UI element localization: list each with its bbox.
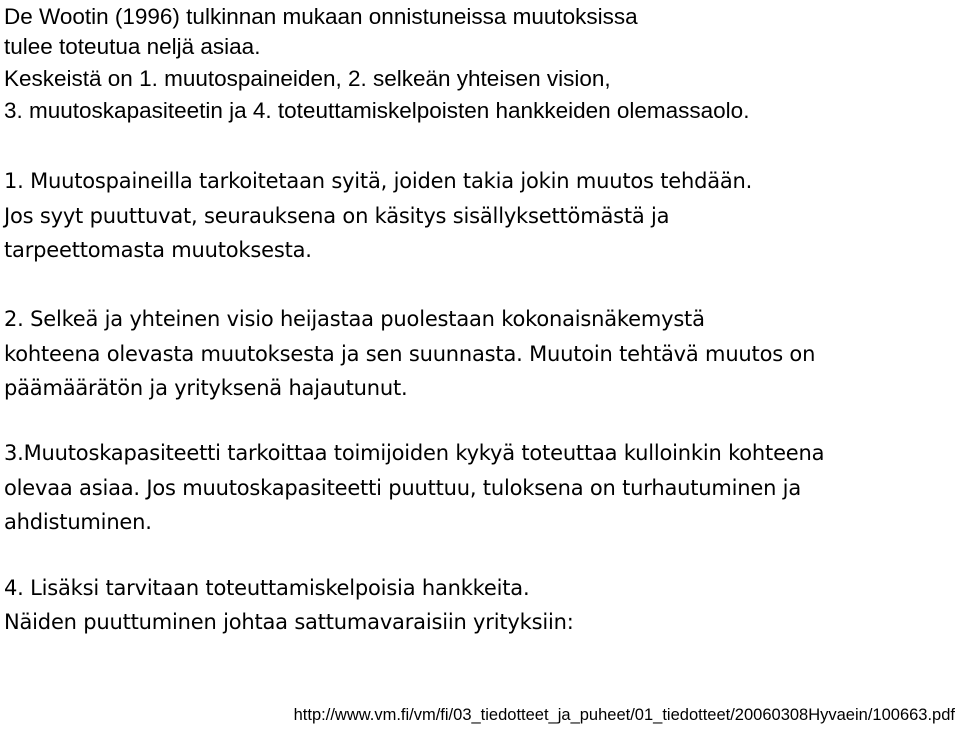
intro-line-3: Keskeistä on 1. muutospaineiden, 2. selkeän yhteisen vision, bbox=[4, 66, 611, 91]
point-3-line-2: olevaa asiaa. Jos muutoskapasiteetti puuttuu, tuloksena on turhautuminen ja bbox=[4, 476, 801, 500]
point-1-line-3: tarpeettomasta muutoksesta. bbox=[4, 238, 312, 262]
point-2-line-2: kohteena olevasta muutoksesta ja sen suunnasta. Muutoin tehtävä muutos on bbox=[4, 342, 816, 366]
intro-line-2: tulee toteutua neljä asiaa. bbox=[4, 34, 261, 59]
point-1-line-1: 1. Muutospaineilla tarkoitetaan syitä, joiden takia jokin muutos tehdään. bbox=[4, 169, 753, 193]
point-2-line-3: päämäärätön ja yrityksenä hajautunut. bbox=[4, 376, 408, 400]
point-4-line-2: Näiden puuttuminen johtaa sattumavaraisiin yrityksiin: bbox=[4, 610, 574, 634]
intro-line-1: De Wootin (1996) tulkinnan mukaan onnistuneissa muutoksissa bbox=[4, 4, 638, 29]
point-1-line-2: Jos syyt puuttuvat, seurauksena on käsitys sisällyksettömästä ja bbox=[4, 204, 670, 228]
point-4-line-1: 4. Lisäksi tarvitaan toteuttamiskelpoisia hankkeita. bbox=[4, 576, 530, 600]
source-link[interactable]: http://www.vm.fi/vm/fi/03_tiedotteet_ja_puheet/01_tiedotteet/20060308Hyvaein/100663.pdf bbox=[293, 706, 955, 724]
point-3-line-3: ahdistuminen. bbox=[4, 510, 152, 534]
point-3-line-1: 3.Muutoskapasiteetti tarkoittaa toimijoiden kykyä toteuttaa kulloinkin kohteena bbox=[4, 441, 825, 465]
point-2-line-1: 2. Selkeä ja yhteinen visio heijastaa puolestaan kokonaisnäkemystä bbox=[4, 307, 705, 331]
intro-line-4: 3. muutoskapasiteetin ja 4. toteuttamiskelpoisten hankkeiden olemassaolo. bbox=[4, 98, 750, 123]
